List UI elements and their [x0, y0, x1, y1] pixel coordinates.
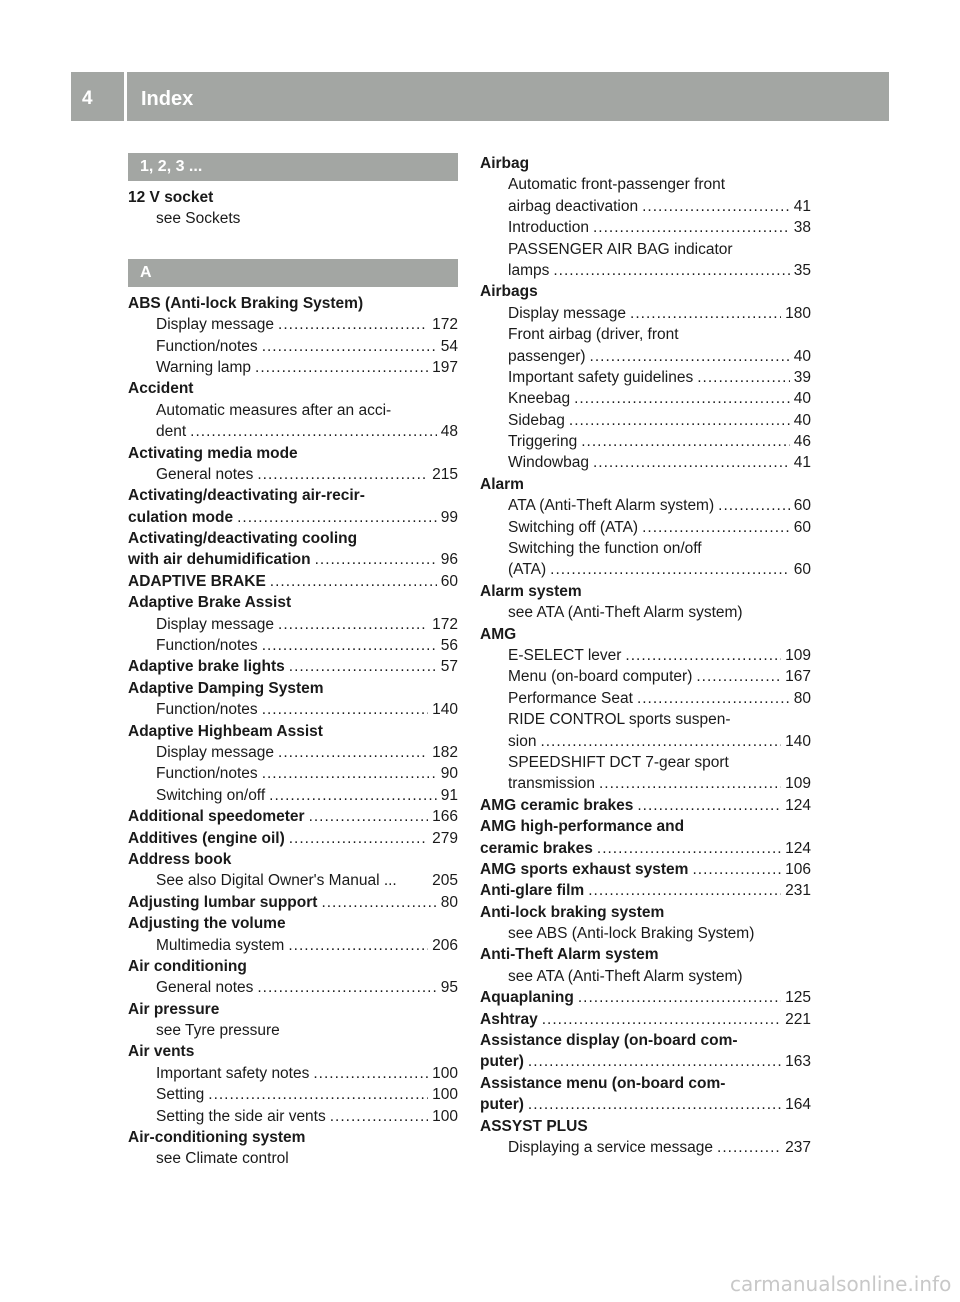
- index-entry: ABS (Anti-lock Braking System): [128, 294, 364, 312]
- dot-leader: [309, 806, 429, 827]
- index-subentry: [480, 559, 811, 580]
- dot-leader: [257, 977, 436, 998]
- index-subentry: [480, 452, 811, 473]
- dot-leader: [262, 336, 437, 357]
- dot-leader: [313, 1063, 428, 1084]
- index-entry: [480, 1094, 811, 1115]
- entry-label: dent: [156, 423, 187, 441]
- index-entry: [128, 892, 458, 913]
- entry-label: E-SELECT lever: [508, 646, 622, 664]
- dot-leader: [288, 935, 428, 956]
- page-ref: 60: [793, 561, 811, 579]
- dot-leader: [569, 410, 790, 431]
- page-ref: 163: [785, 1053, 811, 1071]
- index-subentry: SPEEDSHIFT DCT 7-gear sport: [508, 753, 729, 771]
- page-ref: 91: [440, 786, 458, 804]
- dot-leader: [692, 859, 781, 880]
- page-ref: 99: [440, 508, 458, 526]
- entry-label: Display message: [156, 743, 275, 761]
- index-entry: [128, 828, 458, 849]
- index-subentry: [128, 1084, 458, 1105]
- entry-label: culation mode: [128, 508, 234, 526]
- index-subentry: [480, 260, 811, 281]
- dot-leader: [289, 828, 428, 849]
- page-ref: 40: [793, 411, 811, 429]
- index-column-left: [128, 153, 458, 1170]
- dot-leader: [262, 635, 437, 656]
- page-ref: 80: [440, 893, 458, 911]
- index-subentry: Automatic front-passenger front: [508, 176, 726, 194]
- dot-leader: [578, 987, 781, 1008]
- entry-label: puter): [480, 1053, 524, 1071]
- index-entry: AMG: [480, 625, 517, 643]
- index-entry: Air-conditioning system: [128, 1129, 306, 1147]
- dot-leader: [315, 549, 437, 570]
- entry-label: ceramic brakes: [480, 839, 593, 857]
- index-entry: AMG high-performance and: [480, 818, 685, 836]
- dot-leader: [190, 421, 437, 442]
- entry-label: lamps: [508, 261, 550, 279]
- entry-label: AMG ceramic brakes: [480, 796, 634, 814]
- dot-leader: [262, 763, 437, 784]
- page-ref: 166: [432, 808, 458, 826]
- index-subentry: [128, 614, 458, 635]
- dot-leader: [642, 517, 790, 538]
- index-subentry: Front airbag (driver, front: [508, 326, 679, 344]
- page-ref: 60: [793, 497, 811, 515]
- entry-label: Switching off (ATA): [508, 518, 639, 536]
- entry-label: Function/notes: [156, 701, 258, 719]
- entry-label: Adaptive brake lights: [128, 658, 285, 676]
- index-entry: [480, 880, 811, 901]
- index-subentry: [128, 870, 458, 891]
- page-ref: 237: [785, 1138, 811, 1156]
- entry-label: Anti-glare film: [480, 882, 585, 900]
- entry-label: puter): [480, 1096, 524, 1114]
- index-entry: Anti-lock braking system: [480, 903, 665, 921]
- page-ref: 90: [440, 765, 458, 783]
- dot-leader: [237, 507, 437, 528]
- index-subentry: see Sockets: [156, 210, 241, 228]
- index-subentry: [480, 431, 811, 452]
- dot-leader: [574, 388, 790, 409]
- index-entry: Air pressure: [128, 1000, 220, 1018]
- dot-leader: [599, 773, 781, 794]
- index-entry: [480, 795, 811, 816]
- entry-label: airbag deactivation: [508, 197, 639, 215]
- page-ref: 39: [793, 368, 811, 386]
- index-subentry: [480, 410, 811, 431]
- index-subentry: [480, 773, 811, 794]
- entry-label: See also Digital Owner's Manual ...: [156, 872, 397, 890]
- index-subentry: [480, 303, 811, 324]
- index-subentry: [480, 495, 811, 516]
- index-subentry: [128, 421, 458, 442]
- page-ref: 221: [785, 1010, 811, 1028]
- dot-leader: [696, 666, 781, 687]
- page-ref: 167: [785, 668, 811, 686]
- index-entry: Air conditioning: [128, 957, 247, 975]
- index-subentry: see ATA (Anti-Theft Alarm system): [508, 967, 743, 985]
- dot-leader: [590, 346, 790, 367]
- dot-leader: [637, 795, 781, 816]
- entry-label: Additional speedometer: [128, 808, 305, 826]
- page-ref: 197: [432, 358, 458, 376]
- page-ref: 48: [440, 423, 458, 441]
- index-entry: Activating/deactivating cooling: [128, 530, 358, 548]
- dot-leader: [540, 731, 781, 752]
- entry-label: Important safety notes: [156, 1064, 310, 1082]
- page-ref: 140: [432, 701, 458, 719]
- page-ref: 124: [785, 839, 811, 857]
- dot-leader: [697, 367, 790, 388]
- entry-label: General notes: [156, 979, 254, 997]
- index-subentry: [480, 688, 811, 709]
- header-bar: [71, 72, 889, 121]
- entry-label: Triggering: [508, 433, 578, 451]
- index-subentry: [128, 314, 458, 335]
- index-entry: Address book: [128, 850, 232, 868]
- index-subentry: [128, 464, 458, 485]
- index-entry: [128, 507, 458, 528]
- index-subentry: [480, 645, 811, 666]
- index-subentry: [480, 517, 811, 538]
- dot-leader: [528, 1051, 781, 1072]
- page-ref: 40: [793, 390, 811, 408]
- index-subentry: see Climate control: [156, 1150, 289, 1168]
- index-subentry: [480, 217, 811, 238]
- index-subentry: RIDE CONTROL sports suspen-: [508, 711, 731, 729]
- page-ref: 60: [440, 572, 458, 590]
- dot-leader: [588, 880, 781, 901]
- entry-label: Ashtray: [480, 1010, 538, 1028]
- index-entry: ASSYST PLUS: [480, 1117, 588, 1135]
- entry-label: transmission: [508, 775, 595, 793]
- page-ref: 164: [785, 1096, 811, 1114]
- entry-label: with air dehumidification: [128, 551, 311, 569]
- entry-label: ADAPTIVE BRAKE: [128, 572, 266, 590]
- entry-label: Adjusting lumbar support: [128, 893, 318, 911]
- index-entry: Alarm: [480, 475, 524, 493]
- page-ref: 96: [440, 551, 458, 569]
- index-subentry: [128, 1063, 458, 1084]
- dot-leader: [553, 260, 789, 281]
- dot-leader: [542, 1009, 781, 1030]
- page-ref: 100: [432, 1064, 458, 1082]
- dot-leader: [717, 1137, 781, 1158]
- index-subentry: [128, 935, 458, 956]
- entry-label: Menu (on-board computer): [508, 668, 693, 686]
- index-subentry: [480, 367, 811, 388]
- index-subentry: see ATA (Anti-Theft Alarm system): [508, 604, 743, 622]
- dot-leader: [642, 196, 790, 217]
- index-entry: [480, 1051, 811, 1072]
- dot-leader: [593, 452, 790, 473]
- dot-leader: [278, 614, 428, 635]
- index-entry: Airbags: [480, 283, 538, 301]
- index-entry: Airbag: [480, 155, 530, 172]
- dot-leader: [637, 688, 790, 709]
- index-subentry: [480, 731, 811, 752]
- dot-leader: [625, 645, 781, 666]
- dot-leader: [262, 699, 428, 720]
- index-subentry: Switching the function on/off: [508, 540, 702, 558]
- entry-label: Setting: [156, 1086, 205, 1104]
- entry-label: sion: [508, 732, 537, 750]
- page-ref: 56: [440, 637, 458, 655]
- page-ref: 125: [785, 989, 811, 1007]
- page-ref: 180: [785, 304, 811, 322]
- page-ref: 109: [785, 775, 811, 793]
- dot-leader: [718, 495, 790, 516]
- index-subentry: see ABS (Anti-lock Braking System): [508, 925, 755, 943]
- entry-label: Important safety guidelines: [508, 368, 694, 386]
- page-ref: 172: [432, 316, 458, 334]
- entry-label: passenger): [508, 347, 586, 365]
- index-subentry: [480, 1137, 811, 1158]
- entry-label: (ATA): [508, 561, 547, 579]
- page-ref: 109: [785, 646, 811, 664]
- index-entry: [128, 656, 458, 677]
- dot-leader: [630, 303, 781, 324]
- index-subentry: [128, 357, 458, 378]
- index-subentry: PASSENGER AIR BAG indicator: [508, 240, 733, 258]
- dot-leader: [208, 1084, 428, 1105]
- entry-label: Setting the side air vents: [156, 1107, 326, 1125]
- index-subentry: [128, 977, 458, 998]
- entry-label: Warning lamp: [156, 358, 252, 376]
- entry-label: Displaying a service message: [508, 1138, 714, 1156]
- page-ref: 41: [793, 454, 811, 472]
- index-subentry: [480, 388, 811, 409]
- dot-leader: [270, 571, 437, 592]
- page-ref: 38: [793, 219, 811, 237]
- page-ref: 60: [793, 518, 811, 536]
- page-ref: 231: [785, 882, 811, 900]
- entry-label: Sidebag: [508, 411, 565, 429]
- dot-leader: [278, 314, 428, 335]
- index-entry: Activating/deactivating air-recir-: [128, 487, 365, 505]
- index-subentry: see Tyre pressure: [156, 1022, 280, 1040]
- entry-label: Display message: [156, 316, 275, 334]
- page-ref: 35: [793, 261, 811, 279]
- page-ref: 215: [432, 465, 458, 483]
- index-entry: Anti-Theft Alarm system: [480, 946, 659, 964]
- entry-label: General notes: [156, 465, 254, 483]
- entry-label: Kneebag: [508, 390, 571, 408]
- page-ref: 54: [440, 337, 458, 355]
- dot-leader: [289, 656, 437, 677]
- page-ref: 205: [432, 872, 458, 890]
- entry-label: Aquaplaning: [480, 989, 574, 1007]
- index-entry: [480, 838, 811, 859]
- index-entry: Air vents: [128, 1043, 195, 1061]
- index-subentry: [128, 785, 458, 806]
- index-subentry: [128, 1106, 458, 1127]
- entry-label: Multimedia system: [156, 936, 285, 954]
- dot-leader: [528, 1094, 781, 1115]
- entry-label: Windowbag: [508, 454, 589, 472]
- index-subentry: [128, 336, 458, 357]
- index-subentry: [128, 635, 458, 656]
- page-ref: 140: [785, 732, 811, 750]
- page-ref: 80: [793, 689, 811, 707]
- index-entry: Alarm system: [480, 582, 582, 600]
- entry-label: Introduction: [508, 219, 589, 237]
- page-ref: 182: [432, 743, 458, 761]
- page-ref: 100: [432, 1086, 458, 1104]
- index-column-right: [480, 153, 811, 1158]
- index-entry: 12 V socket: [128, 189, 214, 206]
- page-ref: 95: [440, 979, 458, 997]
- entry-label: Display message: [508, 304, 627, 322]
- page-ref: 57: [440, 658, 458, 676]
- page-ref: 124: [785, 796, 811, 814]
- dot-leader: [550, 559, 790, 580]
- entry-label: ATA (Anti-Theft Alarm system): [508, 497, 715, 515]
- watermark: carmanualsonline.info: [730, 1272, 952, 1296]
- index-subentry: [480, 196, 811, 217]
- index-entry: [128, 549, 458, 570]
- page-ref: 172: [432, 615, 458, 633]
- section-header-numbers: 1, 2, 3 ...: [128, 153, 458, 181]
- index-entry: [480, 987, 811, 1008]
- index-entry: Adaptive Highbeam Assist: [128, 722, 323, 740]
- index-subentry: [128, 763, 458, 784]
- index-entry: [128, 806, 458, 827]
- index-entry: [128, 571, 458, 592]
- index-subentry: [128, 742, 458, 763]
- section-header-a: A: [128, 259, 458, 287]
- page-title: Index: [141, 88, 194, 110]
- dot-leader: [330, 1106, 428, 1127]
- dot-leader: [269, 785, 437, 806]
- index-entry: Accident: [128, 380, 194, 398]
- index-subentry: [128, 699, 458, 720]
- header-divider: [124, 72, 127, 121]
- page-ref: 206: [432, 936, 458, 954]
- entry-label: Function/notes: [156, 637, 258, 655]
- page-ref: 100: [432, 1107, 458, 1125]
- page-ref: 279: [432, 829, 458, 847]
- index-entry: Adjusting the volume: [128, 915, 286, 933]
- entry-label: Additives (engine oil): [128, 829, 285, 847]
- page-ref: 106: [785, 860, 811, 878]
- page-number: 4: [82, 88, 93, 109]
- index-subentry: [480, 346, 811, 367]
- dot-leader: [581, 431, 790, 452]
- dot-leader: [278, 742, 428, 763]
- entry-label: Function/notes: [156, 765, 258, 783]
- dot-leader: [597, 838, 781, 859]
- index-subentry: Automatic measures after an acci-: [156, 401, 392, 419]
- entry-label: Performance Seat: [508, 689, 633, 707]
- entry-label: Display message: [156, 615, 275, 633]
- entry-label: Switching on/off: [156, 786, 266, 804]
- dot-leader: [593, 217, 790, 238]
- page-ref: 40: [793, 347, 811, 365]
- dot-leader: [321, 892, 436, 913]
- entry-label: Function/notes: [156, 337, 258, 355]
- page-ref: 41: [793, 197, 811, 215]
- index-entry: Assistance display (on-board com-: [480, 1032, 738, 1050]
- index-entry: [480, 1009, 811, 1030]
- index-entry: [480, 859, 811, 880]
- index-entry: Adaptive Brake Assist: [128, 594, 292, 612]
- entry-label: AMG sports exhaust system: [480, 860, 689, 878]
- index-entry: Activating media mode: [128, 444, 298, 462]
- dot-leader: [255, 357, 428, 378]
- index-entry: Adaptive Damping System: [128, 679, 324, 697]
- page-ref: 46: [793, 433, 811, 451]
- index-subentry: [480, 666, 811, 687]
- dot-leader: [257, 464, 428, 485]
- index-entry: Assistance menu (on-board com-: [480, 1074, 726, 1092]
